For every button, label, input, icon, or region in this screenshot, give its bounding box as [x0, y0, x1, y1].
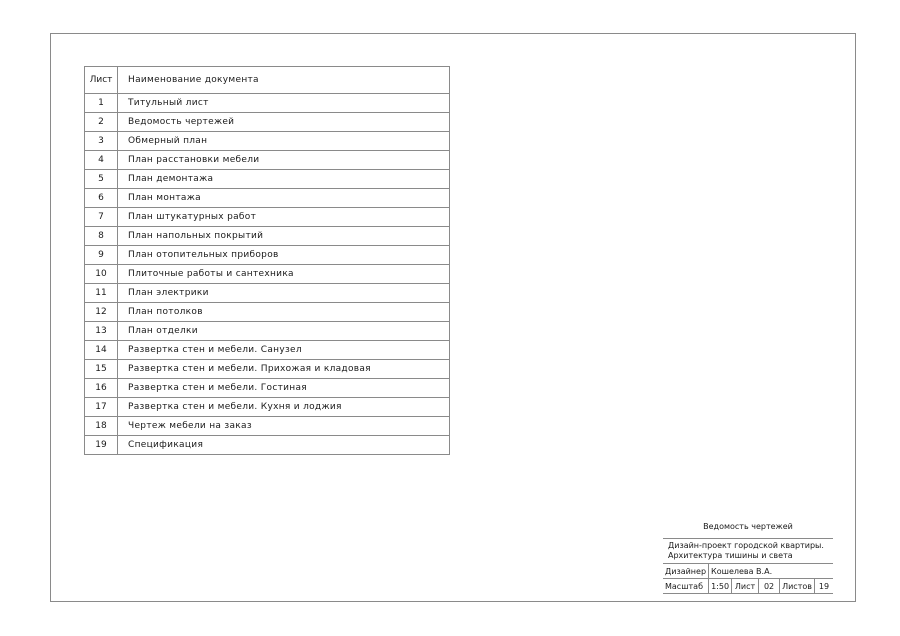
- table-row: [85, 208, 450, 227]
- sheet-number: 5: [85, 170, 118, 189]
- designer-name: Кошелева В.А.: [709, 564, 833, 579]
- sheet-number: 4: [85, 151, 118, 170]
- title-block-grid: [663, 564, 833, 594]
- document-name: Развертка стен и мебели. Прихожая и кладовая: [118, 360, 450, 379]
- table-row: [85, 94, 450, 113]
- document-name: План расстановки мебели: [118, 151, 450, 170]
- table-row: [85, 379, 450, 398]
- column-header-document-name: Наименование документа: [118, 67, 450, 94]
- table-row: [85, 170, 450, 189]
- title-block: [663, 517, 833, 594]
- sheet-list-table: [84, 66, 450, 455]
- sheet-number: 14: [85, 341, 118, 360]
- table-row: [85, 360, 450, 379]
- sheet-number: 1: [85, 94, 118, 113]
- sheets-label: Листов: [780, 579, 815, 594]
- table-row: [85, 341, 450, 360]
- document-name: Титульный лист: [118, 94, 450, 113]
- document-name: Развертка стен и мебели. Кухня и лоджия: [118, 398, 450, 417]
- sheet-number: 6: [85, 189, 118, 208]
- sheets-value: 19: [815, 579, 833, 594]
- document-name: Ведомость чертежей: [118, 113, 450, 132]
- sheet-number: 12: [85, 303, 118, 322]
- project-line-1: Дизайн-проект городской квартиры.: [668, 541, 824, 550]
- document-name: Обмерный план: [118, 132, 450, 151]
- designer-row: [663, 564, 833, 579]
- table-row: [85, 417, 450, 436]
- document-name: Чертеж мебели на заказ: [118, 417, 450, 436]
- table-row: [85, 246, 450, 265]
- table-row: [85, 284, 450, 303]
- document-name: План демонтажа: [118, 170, 450, 189]
- sheet-value: 02: [759, 579, 780, 594]
- document-name: Плиточные работы и сантехника: [118, 265, 450, 284]
- document-name: Развертка стен и мебели. Гостиная: [118, 379, 450, 398]
- sheet-number: 13: [85, 322, 118, 341]
- sheet-number: 11: [85, 284, 118, 303]
- table-row: [85, 113, 450, 132]
- sheet-number: 16: [85, 379, 118, 398]
- designer-label: Дизайнер: [663, 564, 709, 579]
- table-row: [85, 151, 450, 170]
- sheet-number: 19: [85, 436, 118, 455]
- sheet-number: 10: [85, 265, 118, 284]
- column-header-sheet: Лист: [85, 67, 118, 94]
- scale-row: [663, 579, 833, 594]
- project-line-2: Архитектура тишины и света: [668, 551, 793, 560]
- scale-label: Масштаб: [663, 579, 709, 594]
- document-name: План потолков: [118, 303, 450, 322]
- table-row: [85, 132, 450, 151]
- document-name: План отделки: [118, 322, 450, 341]
- sheet-number: 2: [85, 113, 118, 132]
- sheet-number: 7: [85, 208, 118, 227]
- sheet-number: 15: [85, 360, 118, 379]
- table-row: [85, 227, 450, 246]
- document-name: Развертка стен и мебели. Санузел: [118, 341, 450, 360]
- table-row: [85, 322, 450, 341]
- document-name: План электрики: [118, 284, 450, 303]
- document-name: План штукатурных работ: [118, 208, 450, 227]
- table-row: [85, 265, 450, 284]
- title-block-title: Ведомость чертежей: [703, 522, 793, 531]
- table-row: [85, 189, 450, 208]
- scale-value: 1:50: [709, 579, 732, 594]
- sheet-number: 17: [85, 398, 118, 417]
- document-name: План монтажа: [118, 189, 450, 208]
- table-header-row: [85, 67, 450, 94]
- sheet-number: 18: [85, 417, 118, 436]
- document-name: План отопительных приборов: [118, 246, 450, 265]
- table-row: [85, 398, 450, 417]
- table-row: [85, 303, 450, 322]
- sheet-number: 9: [85, 246, 118, 265]
- title-block-project: [663, 538, 833, 564]
- sheet-number: 8: [85, 227, 118, 246]
- table-row: [85, 436, 450, 455]
- sheet-number: 3: [85, 132, 118, 151]
- document-name: План напольных покрытий: [118, 227, 450, 246]
- sheet-label: Лист: [732, 579, 759, 594]
- document-name: Спецификация: [118, 436, 450, 455]
